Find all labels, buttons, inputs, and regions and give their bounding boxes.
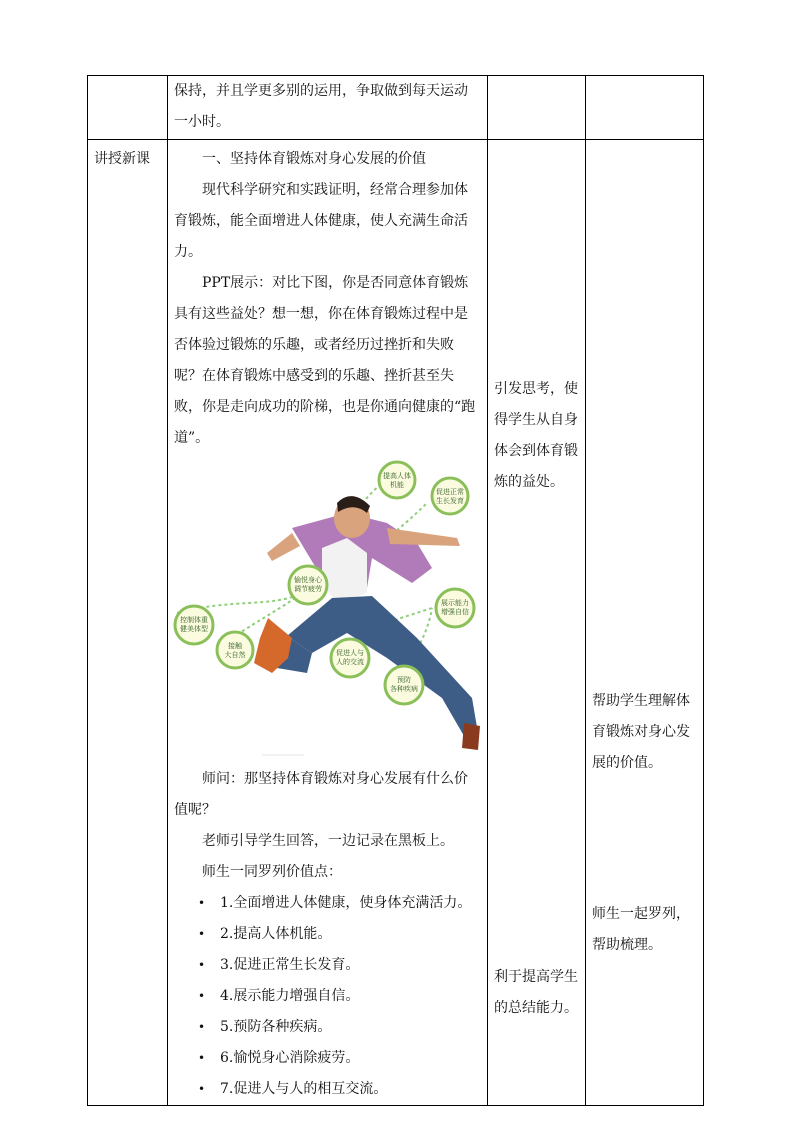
paragraph-research: 现代科学研究和实践证明，经常合理参加体育锻炼，能全面增进人体健康，使人充满生命活力。	[174, 182, 468, 260]
cell-empty-notes	[586, 76, 704, 140]
lesson-table	[87, 75, 704, 1106]
bubble-text-prevent-disease-1: 预防	[397, 676, 411, 684]
bubble-weight	[175, 606, 213, 644]
cell-empty-purpose	[488, 76, 586, 140]
teacher-question: 师问：那坚持体育锻炼对身心发展有什么价值呢？	[174, 771, 468, 818]
benefits-illustration	[172, 458, 482, 758]
cell-empty-label	[88, 76, 168, 140]
section-heading: 一、坚持体育锻炼对身心发展的价值	[202, 151, 426, 167]
bubble-text-communication-1: 促进人与	[336, 649, 364, 657]
bubble-text-relax-1: 愉悦身心	[294, 576, 322, 584]
cell-teacher-notes	[586, 140, 704, 1106]
bubble-text-prevent-disease-2: 各种疾病	[390, 685, 418, 693]
teacher-guide: 老师引导学生回答，一边记录在黑板上。	[202, 833, 454, 849]
bubble-text-weight-1: 控制体重	[180, 616, 208, 624]
bubble-nature	[217, 632, 253, 668]
bubble-text-relax-2: 调节疲劳	[294, 585, 322, 593]
bubble-text-weight-2: 健美体型	[180, 625, 208, 633]
list-item: • 7.促进人与人的相互交流。	[168, 1074, 487, 1105]
bubble-text-nature-1: 接触	[228, 642, 242, 650]
list-item: • 4.展示能力增强自信。	[168, 981, 487, 1012]
list-item: • 2.提高人体机能。	[168, 919, 487, 950]
list-intro: 师生一同罗列价值点：	[202, 864, 342, 880]
value-points-list	[168, 888, 487, 1105]
cell-section-label	[88, 140, 168, 1106]
notes-list-together: 师生一起罗列，帮助梳理。	[592, 906, 690, 953]
bubble-text-communication-2: 人的交流	[336, 658, 364, 666]
bubble-relax	[289, 566, 327, 604]
list-item: • 6.愉悦身心消除疲劳。	[168, 1043, 487, 1074]
bubble-communication	[331, 639, 369, 677]
section-label: 讲授新课	[94, 151, 150, 167]
cell-lesson-content	[168, 140, 488, 1106]
bubble-text-confidence-2: 增强自信	[441, 608, 469, 616]
continued-text: 保持，并且学更多别的运用，争取做到每天运动一小时。	[174, 83, 468, 130]
bubble-text-growth-1: 促进正常	[436, 488, 464, 496]
notes-understand-value: 帮助学生理解体育锻炼对身心发展的价值。	[592, 693, 690, 771]
cell-content-continued	[168, 76, 488, 140]
paragraph-ppt: PPT展示：对比下图，你是否同意体育锻炼具有这些益处？想一想，你在体育锻炼过程中是否体验过锻炼的乐趣，或者经历过挫折和失败呢？在体育锻炼中感受到的乐趣、挫折甚至失败，你是走向成功的阶梯，也是你通向健康的“跑道”。	[174, 275, 476, 446]
table-row-new-lesson	[88, 140, 704, 1106]
list-item: • 5.预防各种疾病。	[168, 1012, 487, 1043]
table-row-continued	[88, 76, 704, 140]
bubble-text-improve-function-1: 提高人体	[383, 472, 411, 480]
cell-design-purpose	[488, 140, 586, 1106]
list-item: • 3.促进正常生长发育。	[168, 950, 487, 981]
purpose-note-summary: 利于提高学生的总结能力。	[494, 969, 578, 1016]
bubble-text-confidence-1: 展示能力	[441, 599, 469, 607]
bubble-confidence	[436, 589, 474, 627]
bubble-text-improve-function-2: 机能	[390, 481, 404, 489]
bubble-prevent-disease	[385, 666, 423, 704]
bubble-growth	[432, 478, 468, 514]
bubble-improve-function	[379, 462, 415, 498]
bubble-text-nature-2: 大自然	[224, 651, 246, 659]
list-item: • 1.全面增进人体健康，使身体充满活力。	[168, 888, 487, 919]
exercise-benefits-figure	[172, 458, 482, 758]
purpose-note-reflection: 引发思考，使得学生从自身体会到体育锻炼的益处。	[494, 381, 578, 490]
bubble-text-growth-2: 生长发育	[436, 497, 464, 505]
